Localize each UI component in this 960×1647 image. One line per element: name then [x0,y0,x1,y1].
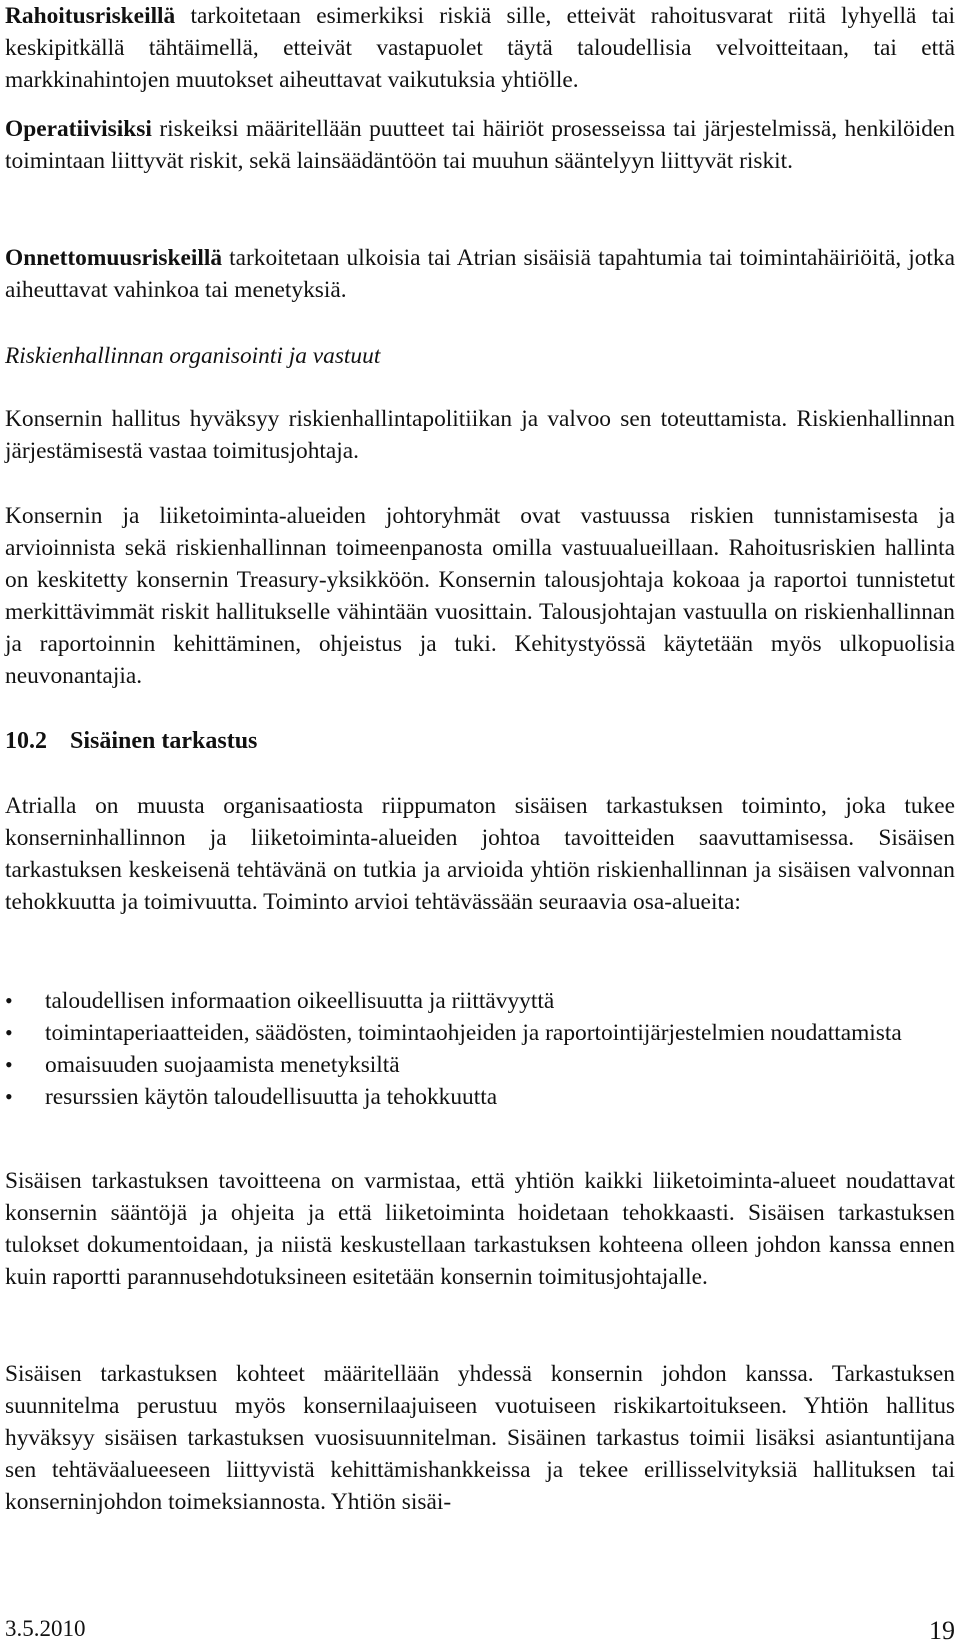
term-accident-risks: Onnettomuusriskeillä [5,245,223,271]
audit-areas-list [5,985,955,1113]
page-number: 19 [929,1616,955,1645]
footer-date: 3.5.2010 [5,1616,86,1641]
paragraph-management-responsibility: Konsernin ja liiketoiminta-alueiden johtoryhmät ovat vastuussa riskien tunnistamisesta ja arvioinnista sekä riskienhallinnan toimeenpanosta omilla vastuualueillaan. Rahoitusriskien hallinta on keskitetty konsernin Treasury-yksikköön. Konsernin talousjohtaja kokoaa ja raportoi tunnistetut merkittävimmät riskit hallitukselle vähintään vuosittain. Talousjohtajan vastuulla on riskienhallinnan ja raportoinnin kehittäminen, ohjeistus ja tuki. Kehitystyössä käytetään myös ulkopuolisia neuvonantajia. [5,503,955,689]
paragraph-text: riskeiksi määritellään puutteet tai häiriöt prosesseissa tai järjestelmissä, henkilöiden toimintaan liittyvät riskit, sekä lainsäädäntöön tai muuhun sääntelyyn liittyvät riskit. [5,116,955,174]
list-item: • resurssien käytön taloudellisuutta ja tehokkuutta [5,1081,955,1113]
term-operational-risks: Operatiivisiksi [5,116,152,142]
section-title: Sisäinen tarkastus [70,728,258,754]
bullet-icon: • [5,1020,13,1045]
bullet-icon: • [5,1084,13,1109]
paragraph-internal-audit-intro: Atrialla on muusta organisaatiosta riippumaton sisäisen tarkastuksen toiminto, joka tukee konserninhallinnon ja liiketoiminta-alueiden johtoa tavoitteiden saavuttamisessa. Sisäisen tarkastuksen keskeisenä tehtävänä on tutkia ja arvioida yhtiön riskienhallinnan ja sisäisen valvonnan tehokkuutta ja toimivuutta. Toiminto arvioi tehtävässään seuraavia osa-alueita: [5,793,955,915]
list-item: • taloudellisen informaation oikeellisuutta ja riittävyyttä [5,985,955,1017]
term-financial-risks: Rahoitusriskeillä [5,3,176,29]
sub-heading-risk-organisation: Riskienhallinnan organisointi ja vastuut [5,343,381,369]
bullet-icon: • [5,1052,13,1077]
bullet-icon: • [5,988,13,1013]
paragraph-audit-objective: Sisäisen tarkastuksen tavoitteena on varmistaa, että yhtiön kaikki liiketoiminta-alueet noudattavat konsernin sääntöjä ja ohjeita ja että liiketoiminta hoidetaan tehokkaasti. Sisäisen tarkastuksen tulokset dokumentoidaan, ja niistä keskustellaan tarkastuksen kohteena olleen johdon kanssa ennen kuin raportti parannusehdotuksineen esitetään konsernin toimitusjohtajalle. [5,1168,955,1290]
section-number: 10.2 [5,728,47,754]
paragraph-board-responsibility: Konsernin hallitus hyväksyy riskienhallintapolitiikan ja valvoo sen toteuttamista. Riskienhallinnan järjestämisestä vastaa toimitusjohtaja. [5,406,955,464]
list-item: • omaisuuden suojaamista menetyksiltä [5,1049,955,1081]
list-item: • toimintaperiaatteiden, säädösten, toimintaohjeiden ja raportointijärjestelmien noudattamista [5,1017,955,1049]
paragraph-audit-targets: Sisäisen tarkastuksen kohteet määritellään yhdessä konsernin johdon kanssa. Tarkastuksen suunnitelma perustuu myös konsernilaajuiseen vuotuiseen riskikartoitukseen. Yhtiön hallitus hyväksyy sisäisen tarkastuksen vuosisuunnitelman. Sisäinen tarkastus toimii lisäksi asiantuntijana sen tehtäväalueeseen liittyvistä kehittämishankkeissa ja tekee erillisselvityksiä hallituksen tai konserninjohdon toimeksiannosta. Yhtiön sisäi- [5,1361,955,1515]
paragraph-text: tarkoitetaan ulkoisia tai Atrian sisäisiä tapahtumia tai toimintahäiriöitä, jotka aiheuttavat vahinkoa tai menetyksiä. [5,245,955,303]
paragraph-text: tarkoitetaan esimerkiksi riskiä sille, etteivät rahoitusvarat riitä lyhyellä tai keskipitkällä tähtäimellä, etteivät vastapuolet täytä taloudellisia velvoitteitaan, tai että markkinahintojen muutokset aiheuttavat vaikutuksia yhtiölle. [5,3,955,93]
paragraph-operational-risks [5,113,955,177]
paragraph-financial-risks [5,0,955,96]
section-heading [5,725,257,757]
paragraph-accident-risks [5,242,955,306]
